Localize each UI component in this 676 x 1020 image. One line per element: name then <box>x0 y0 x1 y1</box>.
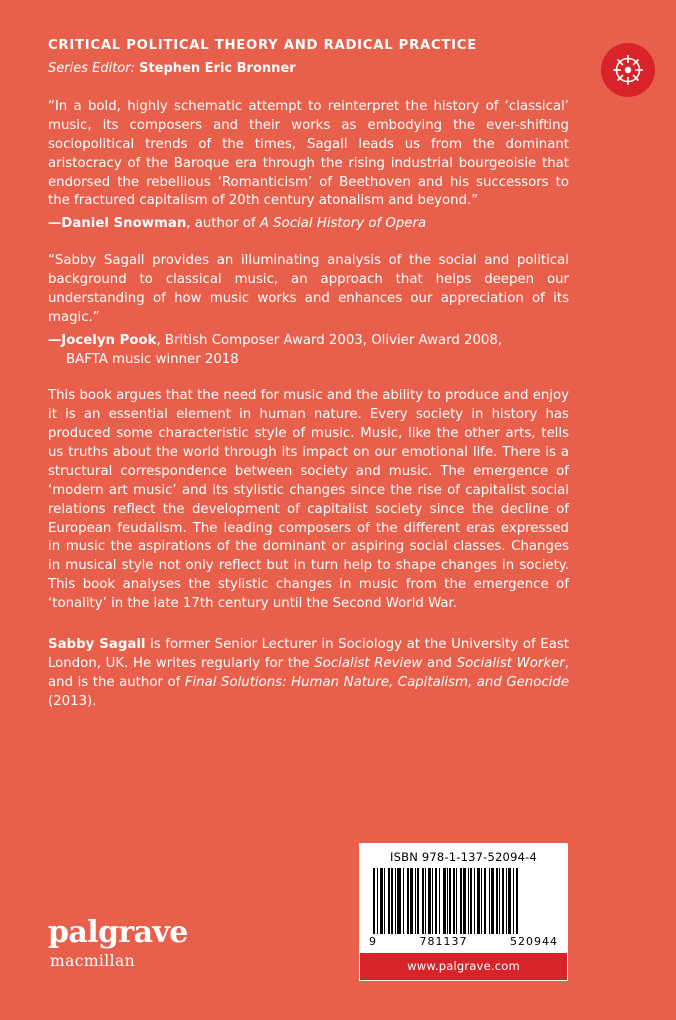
review-credential: , British Composer Award 2003, Olivier Award 2008, <box>156 332 503 348</box>
barcode-digit-group-left: 9 <box>369 935 377 948</box>
cover-copy <box>48 98 569 711</box>
review-quote: “In a bold, highly schematic attempt to reinterpret the history of ‘classical’ music, its composers and their works as embodying the ever-shifting sociopolitical trends of the times, Sagall leads us from the dominant aristocracy of the Baroque era through the rising industrial bourgeoisie that endorsed the rebellious ‘Romanticism’ of Beethoven and his successors to the fractured capitalism of 20th century atonalism and beyond.” <box>48 99 569 209</box>
author-name: Sabby Sagall <box>48 636 146 652</box>
publisher-imprint: macmillan <box>50 952 136 970</box>
series-badge-icon <box>601 43 655 97</box>
barcode-digit-group-right: 520944 <box>510 935 558 948</box>
barcode-icon <box>373 868 554 934</box>
review-credential-extra: BAFTA music winner 2018 <box>66 351 239 367</box>
author-bio <box>48 636 569 712</box>
publisher-name: palgrave <box>48 915 188 950</box>
book-description: This book argues that the need for music and the ability to produce and enjoy it is an essential element in human nature. Every society in history has produced some characteristic style of music. Music, like the other arts, tells us truths about the world through its impact on our emotional life. There is a structural correspondence between society and music. The emergence of ‘modern art music’ and its stylistic changes since the rise of capitalist social relations reflect the development of capitalist society since the decline of European feudalism. The leading composers of the different eras expressed in music the aspirations of the dominant or aspiring social classes. Changes in musical style not only reflect but in turn help to shape changes in society. This book analyses the stylistic changes in music from the emergence of ‘tonality’ in the late 17th century until the Second World War. <box>48 388 569 611</box>
review-reviewer: —Jocelyn Pook <box>48 332 157 348</box>
series-editor <box>48 61 568 78</box>
bio-italic-1: Socialist Review <box>314 655 423 671</box>
bio-text-2: and <box>422 655 457 671</box>
barcode-digits <box>360 934 567 953</box>
bio-italic-3: Final Solutions: Human Nature, Capitalism, and Genocide <box>184 674 569 690</box>
review-credential-italic: A Social History of Opera <box>259 216 427 232</box>
bio-text-3: , and is the author of <box>48 655 569 690</box>
series-header <box>48 38 568 77</box>
publisher-logo <box>48 915 188 970</box>
isbn-barcode-block <box>359 843 568 981</box>
isbn-label: ISBN 978-1-137-52094-4 <box>390 850 537 864</box>
review-credential: , author of <box>186 216 260 232</box>
review-attribution <box>48 332 569 370</box>
review-quote: “Sabby Sagall provides an illuminating analysis of the social and political background to classical music, an approach that helps deepen our understanding of how music works and enhances our appreciation of its magic.” <box>48 253 569 325</box>
barcode-digit-group-mid: 781137 <box>419 935 468 948</box>
series-editor-label: Series Editor: <box>48 60 135 76</box>
review-attribution <box>48 215 569 234</box>
series-title: CRITICAL POLITICAL THEORY AND RADICAL PRACTICE <box>48 38 477 53</box>
review-reviewer: —Daniel Snowman <box>48 216 187 232</box>
publisher-website[interactable]: www.palgrave.com <box>360 953 567 980</box>
bio-italic-2: Socialist Worker <box>456 655 565 671</box>
series-editor-name: Stephen Eric Bronner <box>139 60 296 76</box>
bio-text-1: is former Senior Lecturer in Sociology at the University of East London, UK. He writes regularly for the <box>48 636 569 671</box>
bio-text-4: (2013). <box>48 693 97 709</box>
